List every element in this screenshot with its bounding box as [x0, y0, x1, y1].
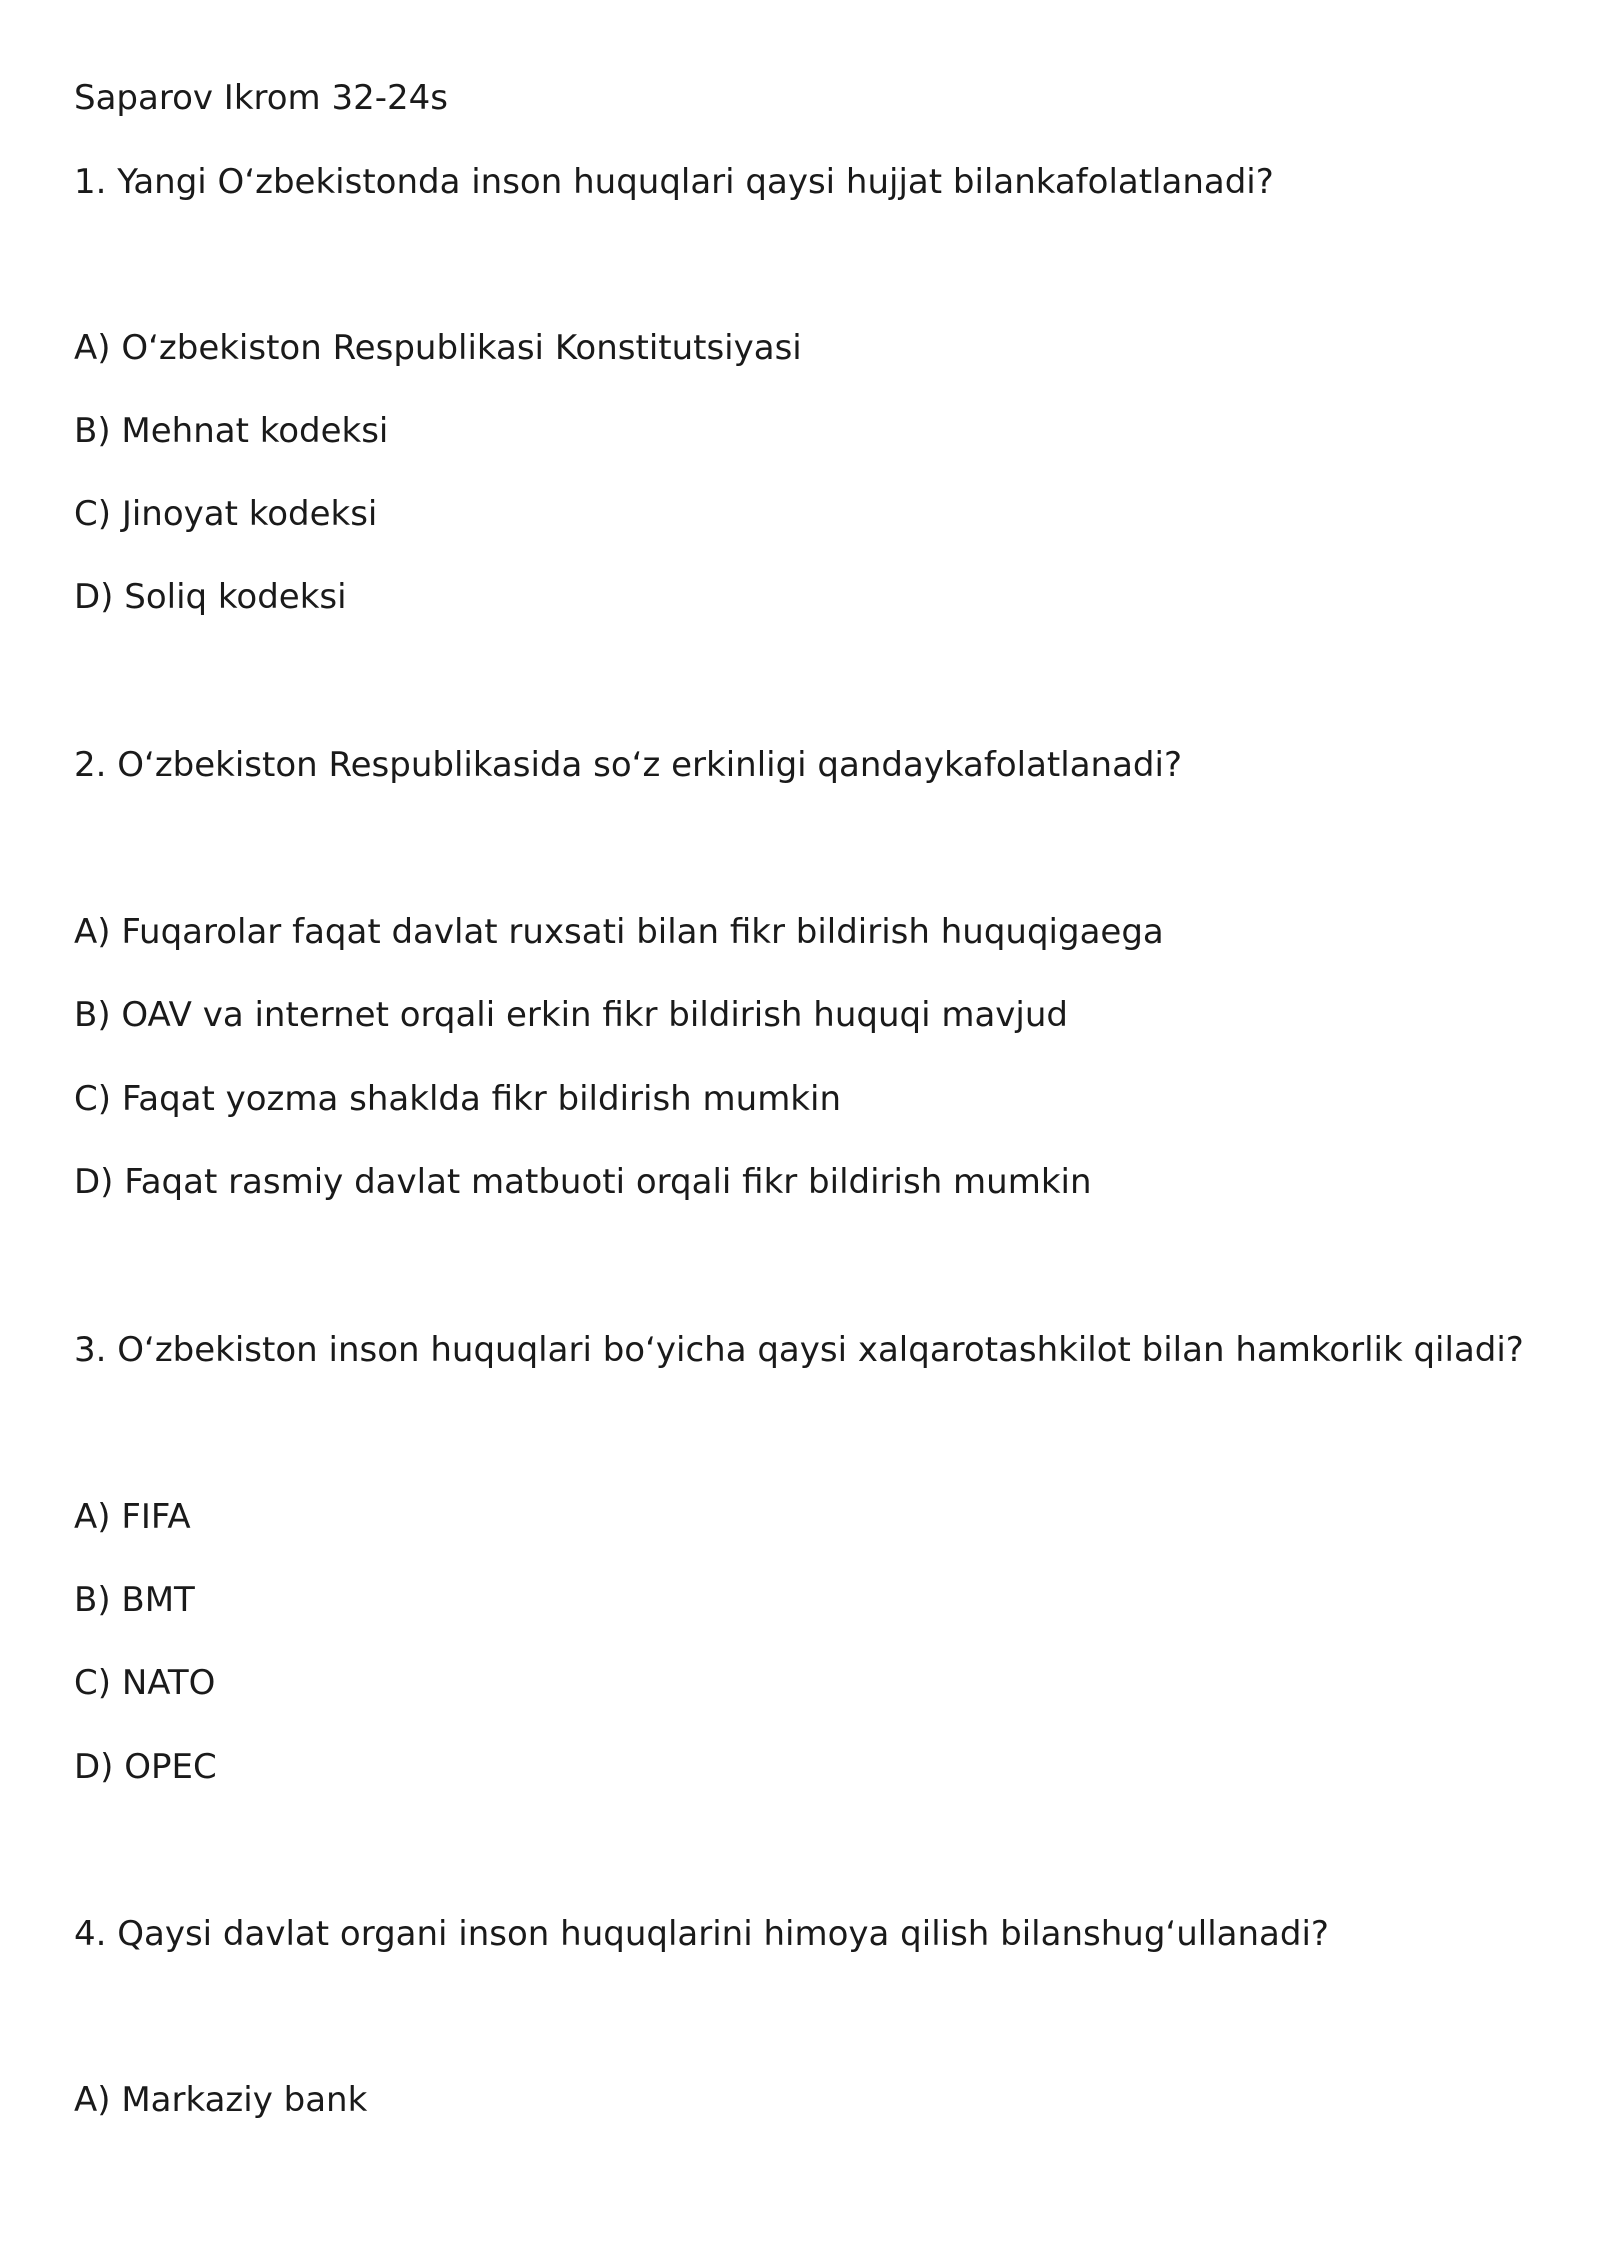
question-2-text: 2. O‘zbekiston Respublikasida so‘z erkinligi qandaykafolatlanadi? [74, 745, 1182, 785]
question-1-text: 1. Yangi O‘zbekistonda inson huquqlari qaysi hujjat bilankafolatlanadi? [74, 162, 1274, 202]
question-4-text: 4. Qaysi davlat organi inson huquqlarini himoya qilish bilanshug‘ullanadi? [74, 1914, 1329, 1954]
question-3-option-a: A) FIFA [74, 1497, 191, 1537]
question-1-option-c: C) Jinoyat kodeksi [74, 494, 378, 534]
question-3-option-c: C) NATO [74, 1663, 216, 1703]
question-1-option-b: B) Mehnat kodeksi [74, 411, 389, 451]
question-3-text: 3. O‘zbekiston inson huquqlari bo‘yicha qaysi xalqarotashkilot bilan hamkorlik qiladi? [74, 1330, 1524, 1370]
question-1-option-a: A) O‘zbekiston Respublikasi Konstitutsiyasi [74, 328, 802, 368]
question-2-option-c: C) Faqat yozma shaklda fikr bildirish mumkin [74, 1079, 841, 1119]
question-2-option-a: A) Fuqarolar faqat davlat ruxsati bilan fikr bildirish huquqigaega [74, 912, 1164, 952]
question-3-option-d: D) OPEC [74, 1747, 217, 1787]
question-2-option-d: D) Faqat rasmiy davlat matbuoti orqali fikr bildirish mumkin [74, 1162, 1092, 1202]
question-3-option-b: B) BMT [74, 1580, 195, 1620]
question-4-option-a: A) Markaziy bank [74, 2080, 368, 2120]
author-line: Saparov Ikrom 32-24s [74, 78, 448, 118]
question-2-option-b: B) OAV va internet orqali erkin fikr bildirish huquqi mavjud [74, 995, 1069, 1035]
question-1-option-d: D) Soliq kodeksi [74, 577, 347, 617]
